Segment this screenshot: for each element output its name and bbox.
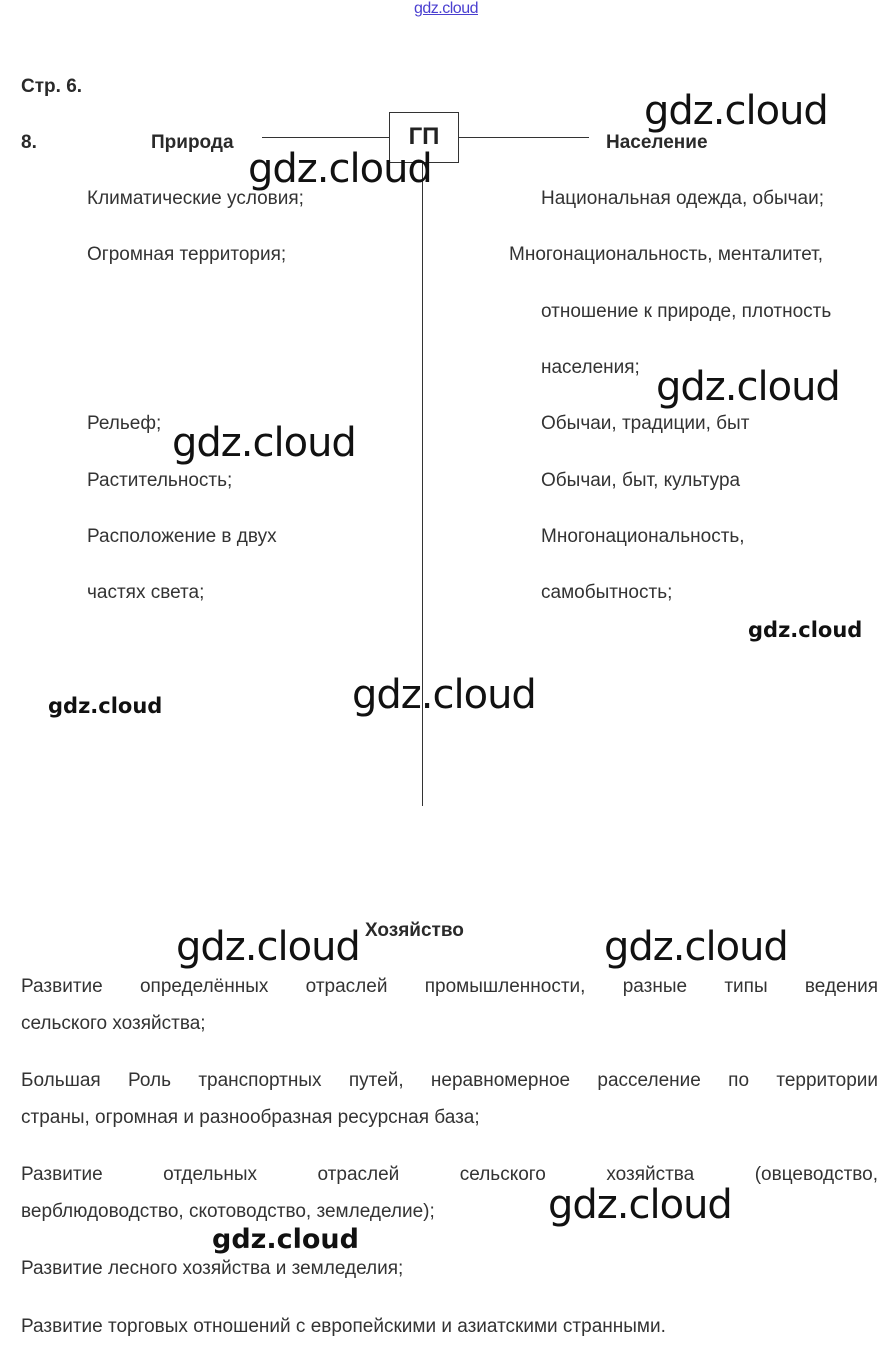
paragraph-line: Большая Роль транспортных путей, неравномерное расселение по территории (21, 1070, 878, 1091)
economy-paragraph (21, 1062, 878, 1136)
population-item: самобытность; (541, 582, 673, 603)
nature-item: Климатические условия; (87, 188, 304, 209)
watermark: gdz.cloud (212, 1224, 359, 1255)
economy-paragraph (21, 1156, 878, 1230)
watermark: gdz.cloud (644, 88, 828, 134)
center-box-gp: ГП (389, 112, 459, 163)
watermark: gdz.cloud (352, 672, 536, 718)
site-link[interactable]: gdz.cloud (414, 0, 478, 17)
paragraph-line: сельского хозяйства; (21, 1013, 206, 1034)
page-reference: Стр. 6. (21, 76, 83, 97)
paragraph-line: верблюдоводство, скотоводство, земледелие); (21, 1201, 435, 1222)
watermark: gdz.cloud (48, 694, 163, 718)
population-item: населения; (541, 357, 640, 378)
population-item: Многонациональность, менталитет, (509, 244, 824, 265)
watermark: gdz.cloud (604, 924, 788, 970)
watermark: gdz.cloud (176, 924, 360, 970)
watermark: gdz.cloud (248, 146, 432, 192)
population-item: Обычаи, традиции, быт (541, 413, 750, 434)
paragraph-line: Развитие торговых отношений с европейскими и азиатскими странными. (21, 1316, 666, 1337)
population-item: отношение к природе, плотность (541, 301, 832, 322)
heading-nature: Природа (151, 132, 234, 153)
paragraph-line: Развитие отдельных отраслей сельского хозяйства (овцеводство, (21, 1164, 878, 1185)
economy-paragraph (21, 968, 878, 1042)
paragraph-line: Развитие лесного хозяйства и земледелия; (21, 1258, 404, 1279)
task-number: 8. (21, 132, 37, 153)
economy-paragraph (21, 1308, 878, 1345)
connector-right (459, 137, 589, 138)
watermark: gdz.cloud (748, 618, 863, 642)
heading-population: Население (606, 132, 708, 153)
heading-economy: Хозяйство (365, 920, 464, 941)
nature-item: Огромная территория; (87, 244, 287, 265)
nature-item: частях света; (87, 582, 205, 603)
paragraph-line: страны, огромная и разнообразная ресурсная база; (21, 1107, 480, 1128)
nature-item: Расположение в двух (87, 526, 277, 547)
nature-item: Растительность; (87, 470, 233, 491)
population-item: Обычаи, быт, культура (541, 470, 741, 491)
connector-left (262, 137, 389, 138)
nature-item: Рельеф; (87, 413, 162, 434)
economy-paragraph (21, 1250, 878, 1287)
population-item: Многонациональность, (541, 526, 745, 547)
watermark: gdz.cloud (548, 1182, 732, 1228)
watermark: gdz.cloud (656, 364, 840, 410)
population-item: Национальная одежда, обычаи; (541, 188, 824, 209)
watermark: gdz.cloud (172, 420, 356, 466)
paragraph-line: Развитие определённых отраслей промышленности, разные типы ведения (21, 976, 878, 997)
